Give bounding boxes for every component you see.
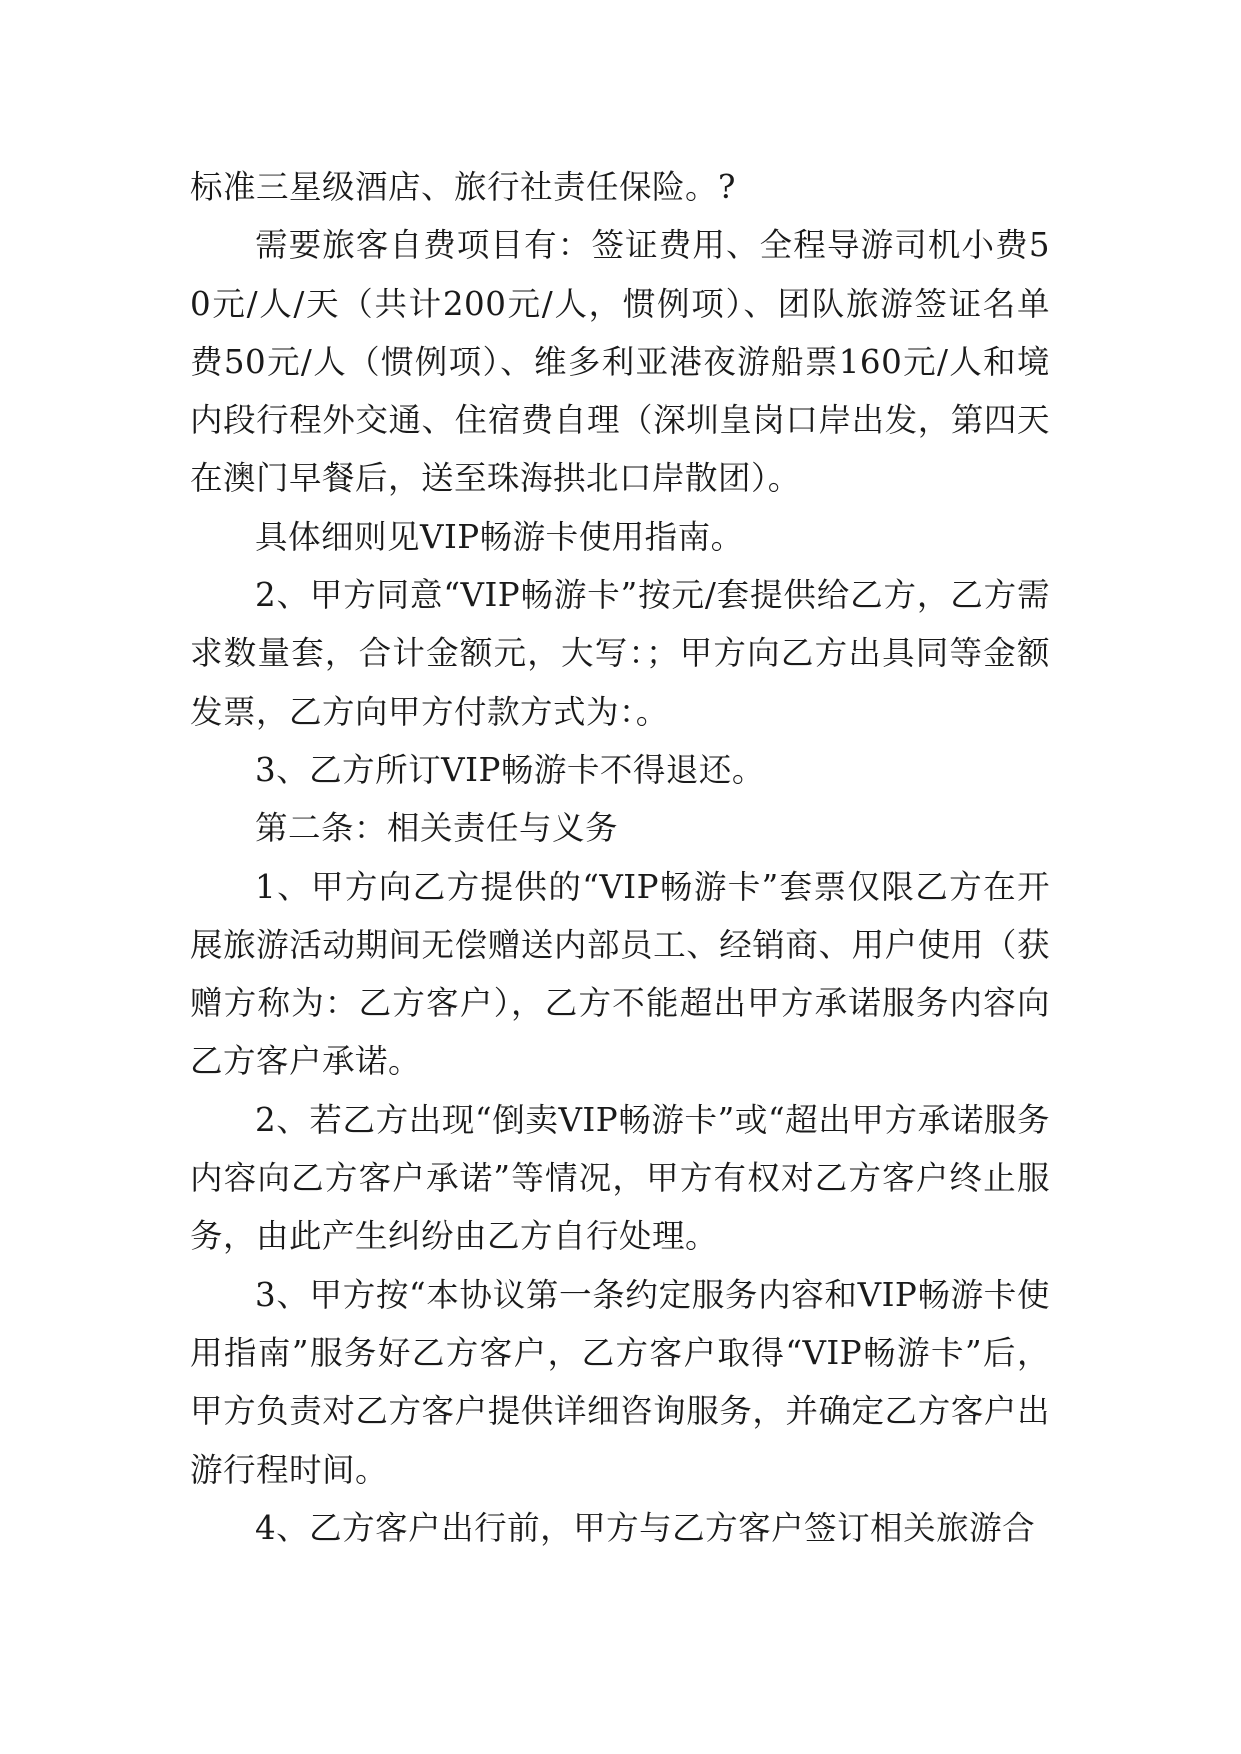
paragraph-8: 2、若乙方出现“倒卖VIP畅游卡”或“超出甲方承诺服务内容向乙方客户承诺”等情况，甲方有权对乙方客户终止服务，由此产生纠纷由乙方自行处理。 (190, 1100, 1050, 1256)
paragraph-2: 需要旅客自费项目有：签证费用、全程导游司机小费50元/人/天（共计200元/人，惯例项）、团队旅游签证名单费50元/人（惯例项）、维多利亚港夜游船票160元/人和境内段行程外交通、住宿费自理（深圳皇岗口岸出发，第四天在澳门早餐后，送至珠海拱北口岸散团）。 (190, 226, 1050, 498)
document-body (190, 158, 1050, 1557)
paragraph-9: 3、甲方按“本协议第一条约定服务内容和VIP畅游卡使用指南”服务好乙方客户，乙方客户取得“VIP畅游卡”后，甲方负责对乙方客户提供详细咨询服务，并确定乙方客户出游行程时间。 (190, 1275, 1050, 1489)
paragraph-7: 1、甲方向乙方提供的“VIP畅游卡”套票仅限乙方在开展旅游活动期间无偿赠送内部员工、经销商、用户使用（获赠方称为：乙方客户），乙方不能超出甲方承诺服务内容向乙方客户承诺。 (190, 867, 1050, 1081)
paragraph-3: 具体细则见VIP畅游卡使用指南。 (255, 517, 744, 556)
paragraph-1: 标准三星级酒店、旅行社责任保险。? (190, 168, 736, 206)
paragraph-4: 2、甲方同意“VIP畅游卡”按元/套提供给乙方，乙方需求数量套，合计金额元，大写：；甲方向乙方出具同等金额发票，乙方向甲方付款方式为：。 (190, 576, 1050, 731)
section-heading: 第二条：相关责任与义务 (255, 809, 619, 848)
paragraph-10: 4、乙方客户出行前，甲方与乙方客户签订相关旅游合 (255, 1508, 1036, 1547)
paragraph-5: 3、乙方所订VIP畅游卡不得退还。 (255, 750, 765, 789)
